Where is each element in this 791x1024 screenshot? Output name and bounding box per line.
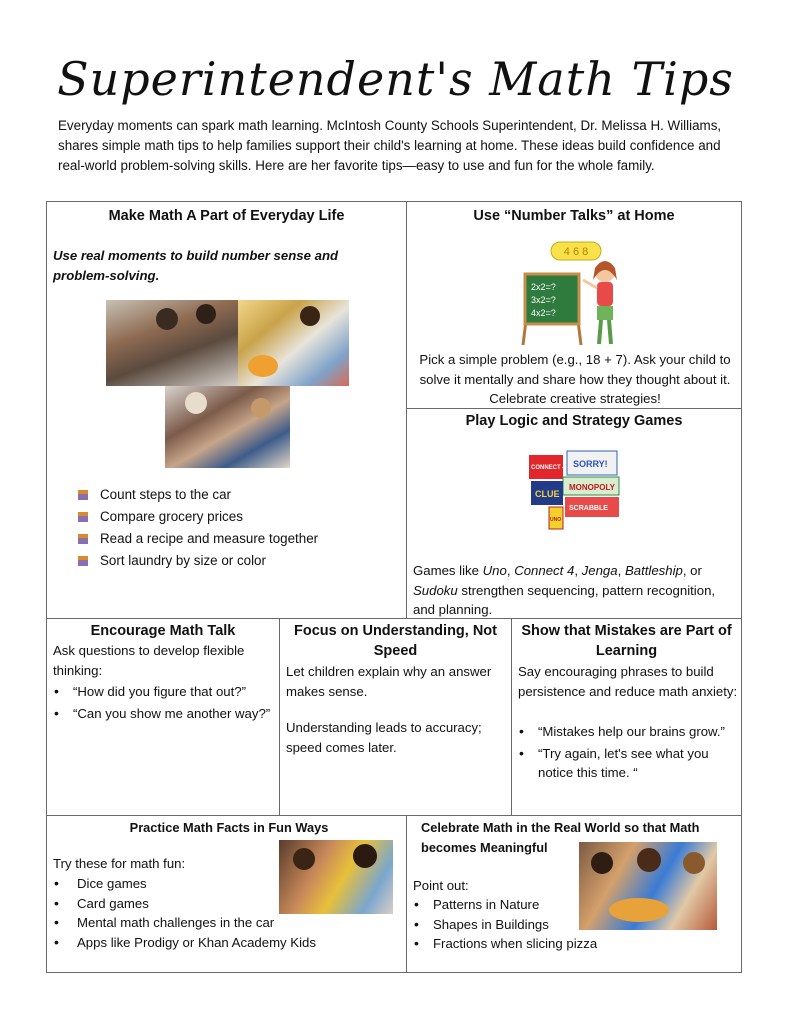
- math-talk-text: Ask questions to develop flexible thinking:: [53, 643, 245, 678]
- everyday-list: [76, 484, 396, 572]
- page-title: Superintendent's Math Tips: [57, 52, 734, 106]
- list-item: • “Can you show me another way?”: [51, 704, 275, 724]
- list-item: • Mental math challenges in the car: [51, 913, 391, 933]
- game-name: Connect 4: [514, 563, 575, 578]
- real-world-intro: Point out:: [413, 878, 469, 893]
- svg-text:SORRY!: SORRY!: [573, 459, 608, 469]
- svg-text:MONOPOLY: MONOPOLY: [569, 483, 615, 492]
- board-games-stack-illustration: [527, 447, 623, 533]
- list-item: • Fractions when slicing pizza: [411, 934, 711, 954]
- understanding-heading: Focus on Understanding, Not Speed: [294, 623, 497, 659]
- list-item: • Patterns in Nature: [411, 895, 711, 915]
- math-talk-list: [51, 682, 275, 723]
- list-item: • Dice games: [51, 874, 391, 894]
- board-game-family-photo: [165, 386, 290, 468]
- mistakes-section: [511, 618, 742, 816]
- number-talks-text: Pick a simple problem (e.g., 18 + 7). Ask your child to solve it mentally and share how they thought about it. Celebrate creative strategies!: [419, 352, 731, 407]
- everyday-item-label: Sort laundry by size or color: [100, 553, 266, 568]
- game-name: Jenga: [581, 563, 618, 578]
- svg-text:SCRABBLE: SCRABBLE: [569, 505, 608, 512]
- real-world-section: [406, 815, 742, 973]
- game-name: Uno: [482, 563, 507, 578]
- everyday-subtitle: Use real moments to build number sense and problem-solving.: [53, 248, 339, 283]
- cooking-family-photo: [106, 300, 240, 386]
- bubble-numbers: 4 6 8: [563, 246, 589, 258]
- game-name: Sudoku: [413, 582, 458, 598]
- svg-text:CLUE: CLUE: [535, 489, 560, 499]
- logic-games-heading: Play Logic and Strategy Games: [465, 413, 683, 429]
- box-bullet-icon: [78, 556, 88, 566]
- number-talks-section: [406, 201, 742, 409]
- list-item: • Apps like Prodigy or Khan Academy Kids: [51, 933, 391, 953]
- list-item: [76, 528, 396, 550]
- understanding-text-2: Understanding leads to accuracy; speed comes later.: [286, 720, 482, 755]
- mistakes-heading: Show that Mistakes are Part of Learning: [521, 623, 732, 659]
- svg-text:UNO: UNO: [550, 517, 562, 523]
- box-bullet-icon: [78, 512, 88, 522]
- list-item: • Card games: [51, 894, 391, 914]
- intro-paragraph: Everyday moments can spark math learning. McIntosh County Schools Superintendent, Dr. Melissa H. Williams, shares simple math tips to help families support their child's learning at home. These ideas build confidence and real-world problem-solving skills. Here are her favorite tips—easy to use and fun for the whole family.: [58, 118, 722, 173]
- list-item: • Shapes in Buildings: [411, 915, 711, 935]
- everyday-item-label: Compare grocery prices: [100, 509, 243, 524]
- box-bullet-icon: [78, 534, 88, 544]
- math-facts-section: [46, 815, 407, 973]
- logic-games-text: Games like Uno, Connect 4, Jenga, Battleship, or Sudoku strengthen sequencing, pattern recognition, and planning.: [413, 563, 716, 618]
- everyday-heading: Make Math A Part of Everyday Life: [108, 208, 345, 224]
- everyday-item-label: Read a recipe and measure together: [100, 531, 319, 546]
- grocery-shopping-photo: [238, 300, 349, 386]
- understanding-text-1: Let children explain why an answer makes sense.: [286, 664, 492, 699]
- real-world-list: [411, 895, 711, 954]
- logic-games-section: [406, 408, 742, 619]
- game-name: Battleship: [624, 563, 683, 578]
- list-item: [76, 484, 396, 506]
- number-talks-heading: Use “Number Talks” at Home: [473, 208, 675, 224]
- everyday-life-section: [46, 201, 407, 619]
- real-world-heading: Celebrate Math in the Real World so that Math becomes Meaningful: [421, 820, 700, 855]
- teacher-chalkboard-illustration: [517, 240, 637, 350]
- list-item: [76, 550, 396, 572]
- everyday-item-label: Count steps to the car: [100, 487, 232, 502]
- list-item: • “How did you figure that out?”: [51, 682, 275, 702]
- list-item: [76, 506, 396, 528]
- math-facts-list: [51, 874, 391, 952]
- svg-text:CONNECT 4: CONNECT 4: [531, 465, 566, 471]
- mistakes-list: [516, 722, 738, 783]
- svg-text:4x2=?: 4x2=?: [531, 308, 556, 318]
- list-item: • “Try again, let's see what you notice this time. “: [516, 744, 738, 783]
- math-talk-section: [46, 618, 280, 816]
- mistakes-text: Say encouraging phrases to build persistence and reduce math anxiety:: [518, 664, 738, 699]
- svg-text:2x2=?: 2x2=?: [531, 282, 556, 292]
- math-talk-heading: Encourage Math Talk: [90, 623, 236, 639]
- math-facts-heading: Practice Math Facts in Fun Ways: [129, 820, 329, 835]
- understanding-section: [279, 618, 512, 816]
- list-item: • “Mistakes help our brains grow.”: [516, 722, 738, 742]
- math-facts-intro: Try these for math fun:: [53, 856, 186, 871]
- box-bullet-icon: [78, 490, 88, 500]
- svg-text:3x2=?: 3x2=?: [531, 295, 556, 305]
